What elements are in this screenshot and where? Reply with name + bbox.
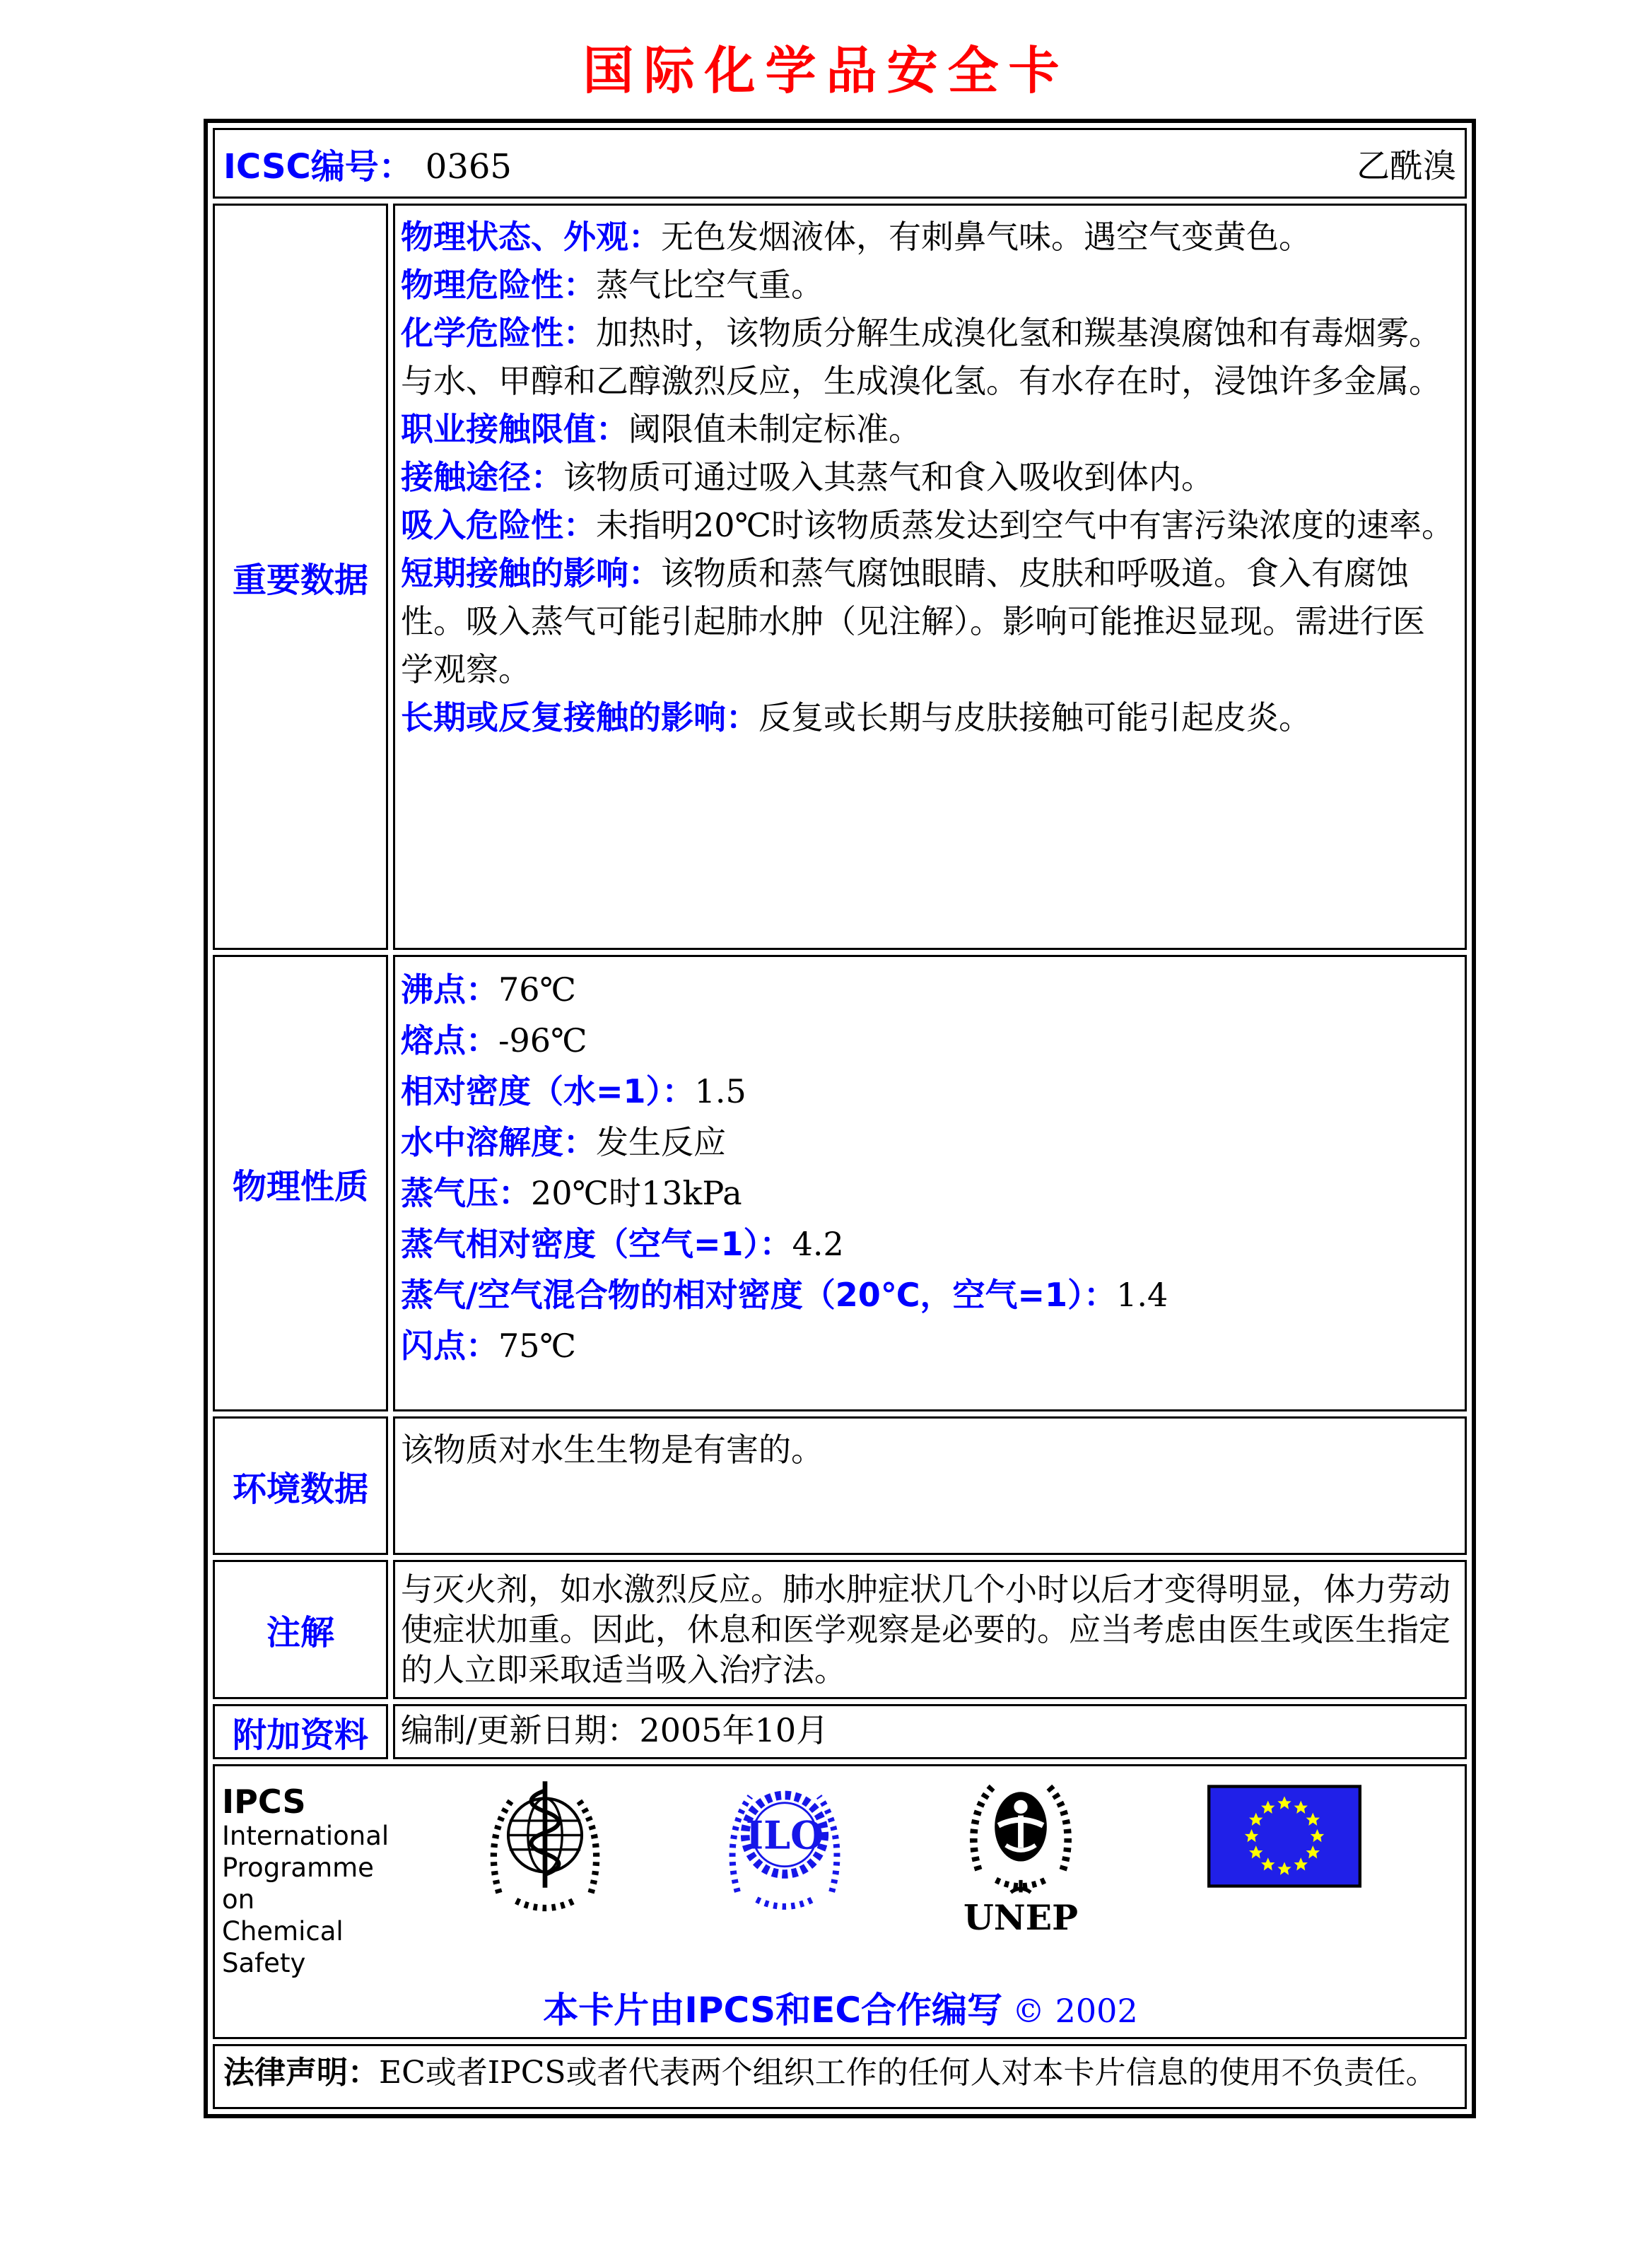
field-row [401,1710,1455,1750]
section-content-physical-properties [393,955,1467,1411]
ipcs-acronym: IPCS [222,1783,306,1821]
field-row [401,213,1455,261]
section-content-environmental-data [393,1416,1467,1555]
legal-notice-text: EC或者IPCS或者代表两个组织工作的任何人对本卡片信息的使用不负责任。 [379,2055,1437,2091]
icsc-card-table [204,119,1476,2118]
field-text: 发生反应 [596,1123,726,1161]
field-text: 1.4 [1116,1276,1168,1314]
caption-text: 本卡片由IPCS和EC合作编写 [543,1990,1003,2031]
cooperation-caption [222,1982,1459,2033]
field-text: 与灭火剂，如水激烈反应。肺水肿症状几个小时以后才变得明显，体力劳动使症状加重。因此，休息和医学观察是必要的。应当考虑由医生或医生指定的人立即采取适当吸入治疗法。 [401,1571,1451,1689]
section-row-additional-info [213,1704,1467,1759]
logos-cell [213,1764,1467,2039]
field-label: 沸点： [401,970,498,1009]
field-row [401,1219,1455,1269]
header-cell [213,128,1467,199]
field-text: 该物质可通过吸入其蒸气和食入吸收到体内。 [563,458,1214,496]
field-label: 短期接触的影响： [401,554,661,592]
field-text: 蒸气比空气重。 [596,266,824,304]
field-text: 编制/更新日期：2005年10月 [401,1711,829,1749]
field-row [401,1426,1455,1474]
field-row [401,501,1455,549]
field-text: 反复或长期与皮肤接触可能引起皮炎。 [758,698,1311,736]
header-row [213,128,1467,199]
section-content-important-data [393,204,1467,950]
field-label: 蒸气压： [401,1174,531,1212]
ipcs-line-2: Programme on [222,1853,374,1915]
field-text: 20℃时13kPa [531,1174,742,1212]
logos-row [213,1764,1467,2039]
section-row-important-data [213,204,1467,950]
field-row [401,549,1455,693]
field-label: 闪点： [401,1327,498,1365]
field-label: 接触途径： [401,458,563,496]
section-label-important-data: 重要数据 [213,204,388,950]
section-label-environmental-data: 环境数据 [213,1416,388,1555]
field-text: 76℃ [498,970,576,1009]
field-row [401,1320,1455,1371]
field-row [401,1117,1455,1168]
field-row [401,453,1455,501]
ipcs-line-1: International [222,1821,389,1851]
chemical-name: 乙酰溴 [1357,146,1456,186]
ilo-logo-icon [721,1775,848,1919]
who-logo-icon [479,1775,611,1925]
field-label: 物理危险性： [401,266,596,304]
section-label-additional-info: 附加资料 [213,1704,388,1759]
legal-cell [213,2044,1467,2109]
field-label: 蒸气/空气混合物的相对密度（20℃，空气=1）： [401,1276,1117,1314]
legal-notice-label: 法律声明： [223,2055,379,2091]
unep-logo-icon [959,1773,1083,1937]
field-label: 吸入危险性： [401,506,596,544]
field-text: 无色发烟液体，有刺鼻气味。遇空气变黄色。 [661,218,1311,256]
field-text: 4.2 [792,1225,844,1263]
field-label: 熔点： [401,1021,498,1059]
section-row-notes [213,1560,1467,1699]
field-row [401,309,1455,405]
field-row [401,405,1455,453]
field-label: 化学危险性： [401,314,596,352]
field-text: 阈限值未制定标准。 [628,410,921,448]
field-text: 未指明20℃时该物质蒸发达到空气中有害污染浓度的速率。 [596,506,1454,544]
field-row [401,261,1455,309]
field-label: 长期或反复接触的影响： [401,698,758,736]
field-text: 该物质对水生生物是有害的。 [401,1431,824,1469]
field-text: 1.5 [694,1072,746,1110]
page-title: 国际化学品安全卡 [582,40,1070,100]
field-row [401,1269,1455,1320]
field-row [401,693,1455,741]
field-label: 物理状态、外观： [401,218,661,256]
field-row [401,964,1455,1015]
field-text: -96℃ [498,1021,587,1059]
section-row-physical-properties [213,955,1467,1411]
section-label-physical-properties: 物理性质 [213,955,388,1411]
field-label: 职业接触限值： [401,410,628,448]
field-label: 蒸气相对密度（空气=1）： [401,1225,792,1263]
eu-flag-icon [1207,1785,1361,1891]
field-label: 水中溶解度： [401,1123,596,1161]
field-label: 相对密度（水=1）： [401,1072,695,1110]
field-row [401,1569,1455,1690]
field-row [401,1015,1455,1066]
section-content-additional-info [393,1704,1467,1759]
section-label-notes: 注解 [213,1560,388,1699]
ipcs-text-block [222,1773,411,1979]
field-row [401,1168,1455,1219]
ipcs-line-3: Chemical Safety [222,1916,344,1978]
icsc-number-group [223,139,512,188]
section-row-environmental-data [213,1416,1467,1555]
unep-letters: UNEP [963,1896,1079,1935]
field-text: 加热时，该物质分解生成溴化氢和羰基溴腐蚀和有毒烟雾。与水、甲醇和乙醇激烈反应，生成溴化氢。有水存在时，浸蚀许多金属。 [401,314,1441,400]
field-row [401,1066,1455,1117]
field-text: 该物质和蒸气腐蚀眼睛、皮肤和呼吸道。食入有腐蚀性。吸入蒸气可能引起肺水肿（见注解）。影响可能推迟显现。需进行医学观察。 [401,554,1425,688]
copyright-text: © 2002 [1012,1992,1138,2030]
ilo-letters: ILO [745,1812,824,1858]
icsc-number-label: ICSC编号： [223,146,413,187]
field-text: 75℃ [498,1327,576,1365]
icsc-number-value: 0365 [425,146,512,187]
legal-row [213,2044,1467,2109]
section-content-notes [393,1560,1467,1699]
